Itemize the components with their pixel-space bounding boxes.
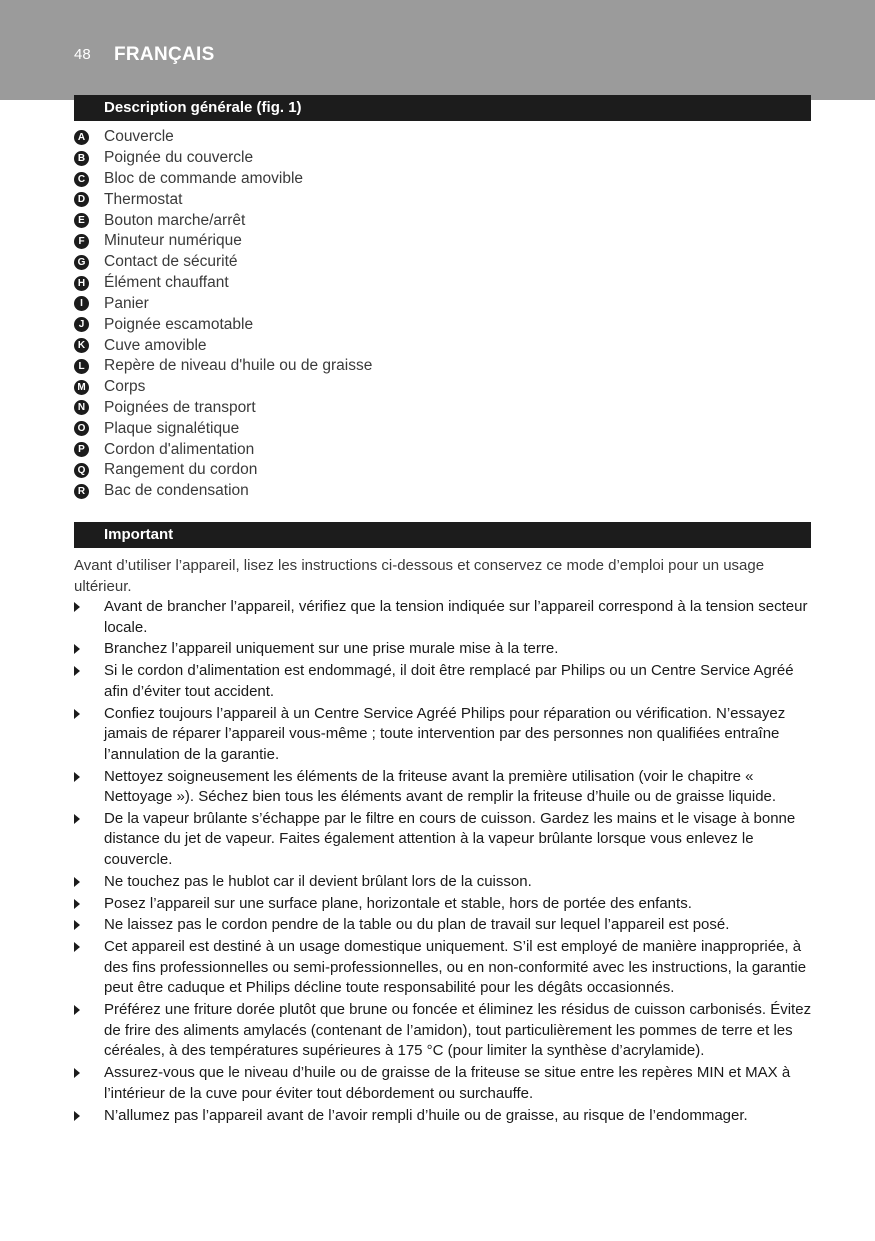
safety-item xyxy=(74,809,819,871)
part-label: Cordon d'alimentation xyxy=(104,440,255,458)
letter-badge-icon: L xyxy=(74,359,89,374)
part-item xyxy=(74,127,811,148)
safety-item xyxy=(74,767,819,808)
part-label: Élément chauffant xyxy=(104,274,229,292)
bullet-arrow-icon xyxy=(74,772,80,782)
part-label: Panier xyxy=(104,294,149,312)
safety-list xyxy=(74,597,819,1127)
language-heading: FRANÇAIS xyxy=(114,44,215,65)
safety-item-text: Assurez-vous que le niveau d’huile ou de graisse de la friteuse se situe entre les repères MIN et MAX à l’intérieur de la cuve pour éviter tout débordement ou surchauffe. xyxy=(104,1064,791,1102)
safety-item xyxy=(74,872,819,893)
letter-badge-icon: P xyxy=(74,442,89,457)
part-item xyxy=(74,418,811,439)
letter-badge-icon: R xyxy=(74,484,89,499)
page-number: 48 xyxy=(74,46,91,63)
bullet-arrow-icon xyxy=(74,644,80,654)
part-item xyxy=(74,335,811,356)
part-label: Thermostat xyxy=(104,190,183,208)
part-item xyxy=(74,210,811,231)
part-item xyxy=(74,460,811,481)
part-label: Plaque signalétique xyxy=(104,419,240,437)
bullet-arrow-icon xyxy=(74,877,80,887)
part-label: Bouton marche/arrêt xyxy=(104,211,246,229)
part-label: Poignées de transport xyxy=(104,398,256,416)
safety-item xyxy=(74,1106,819,1127)
part-item xyxy=(74,356,811,377)
part-item xyxy=(74,169,811,190)
bullet-arrow-icon xyxy=(74,1068,80,1078)
safety-item xyxy=(74,661,819,702)
part-label: Bloc de commande amovible xyxy=(104,170,304,188)
part-item xyxy=(74,252,811,273)
safety-item xyxy=(74,597,819,638)
letter-badge-icon: M xyxy=(74,380,89,395)
parts-list xyxy=(74,127,811,502)
safety-item xyxy=(74,937,819,999)
safety-item xyxy=(74,1000,819,1062)
part-item xyxy=(74,273,811,294)
safety-item xyxy=(74,894,819,915)
safety-item-text: Confiez toujours l’appareil à un Centre Service Agréé Philips pour réparation ou vérification. N’essayez jamais de réparer l’appareil vous-même ; toute intervention par des personnes non qualifiées entraîne l’annulation de la garantie. xyxy=(104,704,786,763)
safety-item-text: Avant de brancher l’appareil, vérifiez que la tension indiquée sur l’appareil correspond à la tension secteur locale. xyxy=(104,598,808,636)
bullet-arrow-icon xyxy=(74,709,80,719)
important-intro: Avant d’utiliser l’appareil, lisez les instructions ci-dessous et conservez ce mode d’emploi pour un usage ultérieur. xyxy=(74,557,765,595)
safety-item-text: Ne touchez pas le hublot car il devient brûlant lors de la cuisson. xyxy=(104,872,532,890)
letter-badge-icon: Q xyxy=(74,463,89,478)
part-item xyxy=(74,148,811,169)
bullet-arrow-icon xyxy=(74,666,80,676)
section-title-important: Important xyxy=(74,522,811,548)
letter-badge-icon: K xyxy=(74,338,89,353)
bullet-arrow-icon xyxy=(74,1111,80,1121)
part-label: Repère de niveau d'huile ou de graisse xyxy=(104,357,373,375)
bullet-arrow-icon xyxy=(74,1005,80,1015)
bullet-arrow-icon xyxy=(74,942,80,952)
header-band xyxy=(0,0,875,100)
bullet-arrow-icon xyxy=(74,814,80,824)
safety-item xyxy=(74,915,819,936)
part-label: Corps xyxy=(104,378,146,396)
part-label: Couvercle xyxy=(104,128,174,146)
letter-badge-icon: N xyxy=(74,400,89,415)
part-label: Poignée du couvercle xyxy=(104,149,254,167)
letter-badge-icon: O xyxy=(74,421,89,436)
part-label: Contact de sécurité xyxy=(104,253,238,271)
letter-badge-icon: H xyxy=(74,276,89,291)
safety-item-text: De la vapeur brûlante s’échappe par le filtre en cours de cuisson. Gardez les mains et le visage à bonne distance du jet de vapeur. Faites également attention à la vapeur brûlante lorsque vous enlevez le couvercle. xyxy=(104,809,796,869)
part-item xyxy=(74,231,811,252)
letter-badge-icon: G xyxy=(74,255,89,270)
letter-badge-icon: F xyxy=(74,234,89,249)
part-label: Cuve amovible xyxy=(104,336,207,354)
safety-item-text: Branchez l’appareil uniquement sur une prise murale mise à la terre. xyxy=(104,640,559,658)
safety-item-text: Ne laissez pas le cordon pendre de la table ou du plan de travail sur lequel l’appareil est posé. xyxy=(104,916,730,934)
part-item xyxy=(74,189,811,210)
safety-item-text: N’allumez pas l’appareil avant de l’avoir rempli d’huile ou de graisse, au risque de l’endommager. xyxy=(104,1106,748,1124)
part-label: Bac de condensation xyxy=(104,482,249,500)
safety-item xyxy=(74,1063,819,1104)
letter-badge-icon: B xyxy=(74,151,89,166)
letter-badge-icon: C xyxy=(74,172,89,187)
part-label: Minuteur numérique xyxy=(104,232,242,250)
safety-item-text: Préférez une friture dorée plutôt que brune ou foncée et éliminez les résidus de cuisson carbonisés. Évitez de frire des aliments amylacés (contenant de l’amidon), tout particulièrement les pommes de terre et les céréales, à des températures supérieures à 175 °C (pour limiter la synthèse d’acrylamide). xyxy=(104,1001,812,1060)
part-item xyxy=(74,481,811,502)
letter-badge-icon: I xyxy=(74,296,89,311)
letter-badge-icon: E xyxy=(74,213,89,228)
safety-item-text: Si le cordon d’alimentation est endommagé, il doit être remplacé par Philips ou un Centre Service Agréé afin d’éviter tout accident. xyxy=(104,662,794,700)
safety-item xyxy=(74,704,819,766)
part-item xyxy=(74,294,811,315)
bullet-arrow-icon xyxy=(74,602,80,612)
part-item xyxy=(74,314,811,335)
safety-item xyxy=(74,639,819,660)
bullet-arrow-icon xyxy=(74,920,80,930)
safety-item-text: Nettoyez soigneusement les éléments de la friteuse avant la première utilisation (voir le chapitre « Nettoyage »). Séchez bien tous les éléments avant de remplir la friteuse d’huile ou de graisse liquide. xyxy=(104,767,777,806)
letter-badge-icon: D xyxy=(74,192,89,207)
part-item xyxy=(74,377,811,398)
bullet-arrow-icon xyxy=(74,899,80,909)
part-item xyxy=(74,398,811,419)
part-label: Poignée escamotable xyxy=(104,315,254,333)
letter-badge-icon: A xyxy=(74,130,89,145)
part-item xyxy=(74,439,811,460)
letter-badge-icon: J xyxy=(74,317,89,332)
safety-item-text: Posez l’appareil sur une surface plane, horizontale et stable, hors de portée des enfants. xyxy=(104,894,692,912)
section-title-description: Description générale (fig. 1) xyxy=(74,95,811,121)
part-label: Rangement du cordon xyxy=(104,461,258,479)
safety-item-text: Cet appareil est destiné à un usage domestique uniquement. S’il est employé de manière inappropriée, à des fins professionnelles ou semi-professionnelles, ou en non-conformité avec les instructions, la garantie peut être caduque et Philips décline toute responsabilité pour les dégâts occasionnés. xyxy=(104,938,807,997)
